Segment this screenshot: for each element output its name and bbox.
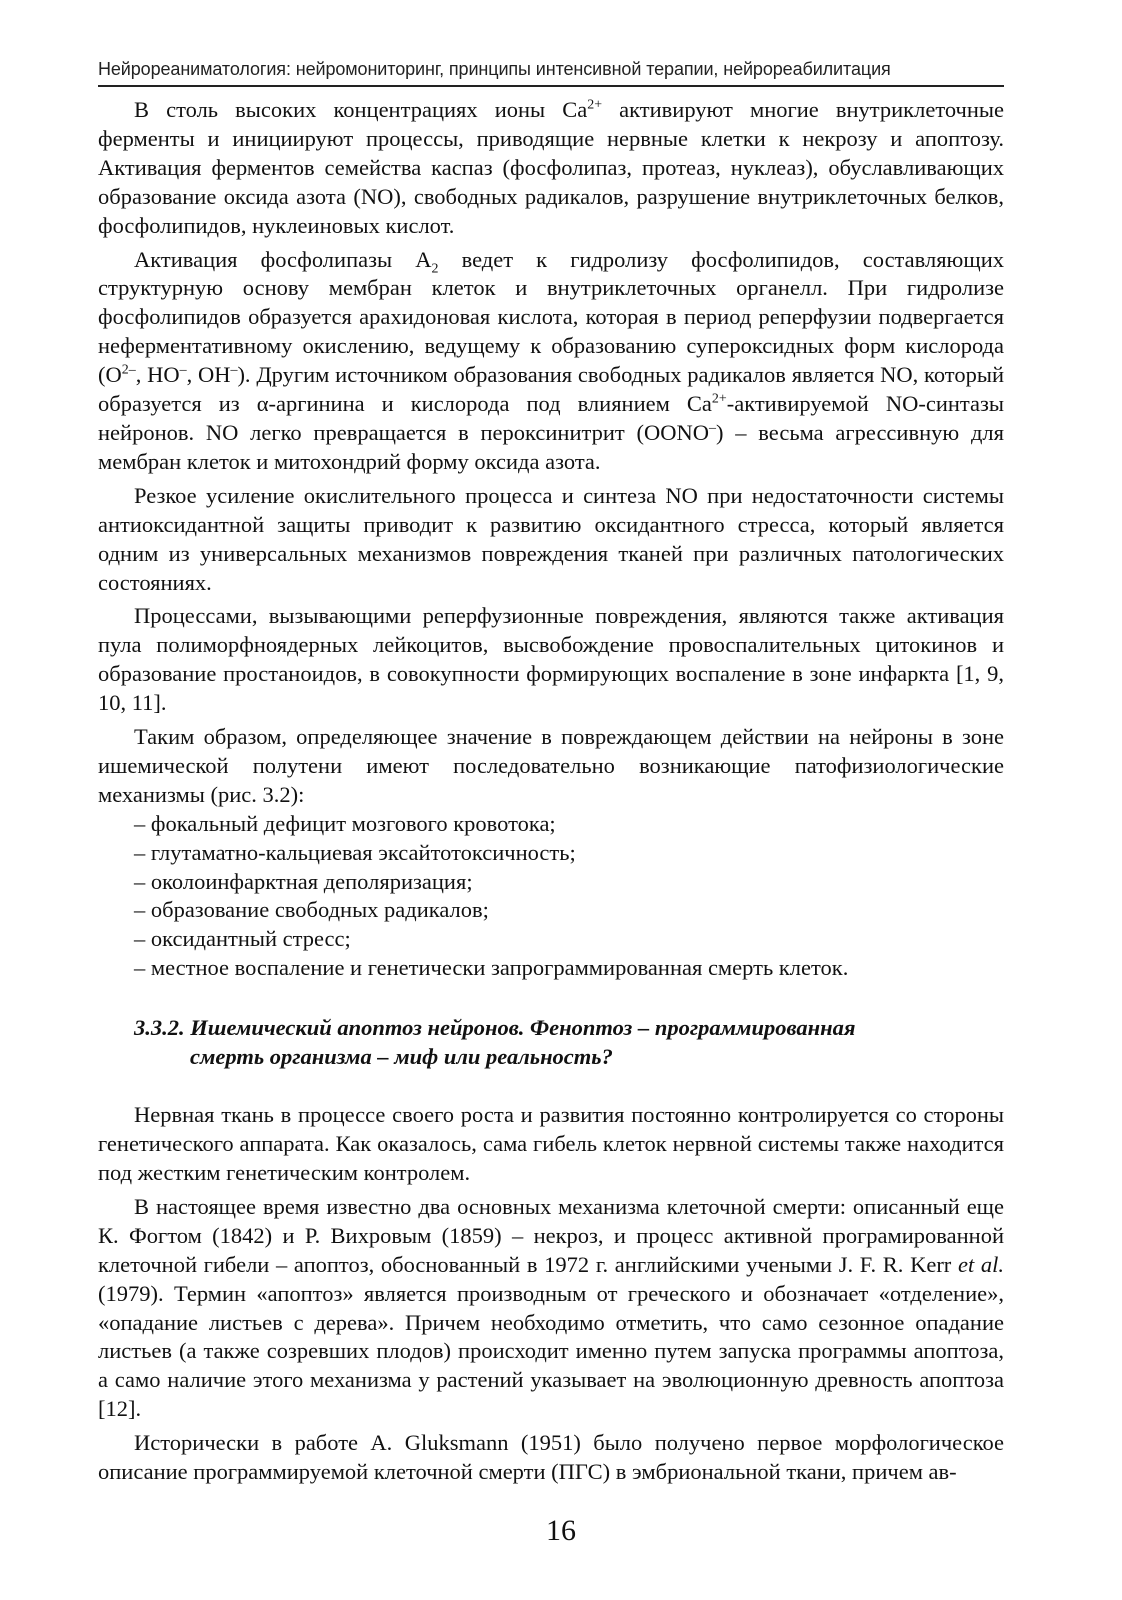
- paragraph-4: Процессами, вызывающими реперфузионные повреждения, являются также активация пула полиморфноядерных лейкоцитов, высвобождение провоспалительных цитокинов и образование простаноидов, в совокупности формирующих воспаление в зоне инфаркта [1, 9, 10, 11].: [98, 603, 1004, 716]
- superscript: –: [230, 362, 238, 378]
- superscript: –: [179, 362, 187, 378]
- paragraph-1: [98, 96, 1004, 241]
- list-item: – околоинфарктная деполяризация;: [134, 868, 473, 894]
- paragraph-5: Таким образом, определяющее значение в повреждающем действии на нейроны в зоне ишемической полутени имеют последовательно возникающие патофизиологические механизмы (рис. 3.2):: [98, 724, 1004, 807]
- text-run: -активируемой NO-синтазы нейронов. NO легко превращается в пероксинитрит (OONO: [98, 391, 1004, 445]
- text-run: , OH: [186, 362, 231, 388]
- paragraph-3: Резкое усиление окислительного процесса и синтеза NO при недостаточности системы антиоксидантной защиты приводит к развитию оксидантного стресса, который является одним из универсальных механизмов повреждения тканей при различных патологических состояниях.: [98, 482, 1004, 595]
- section-heading-line: 3.3.2. Ишемический апоптоз нейронов. Феноптоз – программированная: [134, 1015, 856, 1041]
- text-run: (1979). Термин «апоптоз» является производным от греческого и обозначает «отделение», «опадание листьев с дерева». Причем необходимо отметить, что само сезонное опадание листьев (а также созревших плодов) происходит именно путем запуска программы апоптоза, а само наличие этого механизма у растений указывает на эволюционную древность апоптоза [12].: [98, 1280, 1004, 1422]
- mechanisms-list: [98, 810, 1004, 983]
- body-text: [98, 96, 1004, 1492]
- text-run: В столь высоких концентрациях ионы Ca: [134, 97, 588, 122]
- superscript: 2–: [121, 362, 136, 378]
- italic-run: et al.: [957, 1251, 1004, 1277]
- text-run: ведет к гидролизу фосфолипидов, составляющих структурную основу мембран клеток и внутриклеточных органелл. При гидролизе фосфолипидов образуется арахидоновая кислота, которая в период реперфузии подвергается неферментативному окислению, ведущему к образованию супероксидных форм кислорода (O: [98, 246, 1004, 388]
- text-run: активируют многие внутриклеточные ферменты и инициируют процессы, приводящие нервные клетки к некрозу и апоптозу. Активация ферментов семейства каспаз (фосфолипаз, протеаз, нуклеаз), обуславливающих образование оксида азота (NO), свободных радикалов, разрушение внутриклеточных белков, фосфолипидов, нуклеиновых кислот.: [98, 97, 1004, 238]
- running-header: Нейрореаниматология: нейромониторинг, принципы интенсивной терапии, нейрореабилитация: [98, 59, 891, 79]
- text-run: В настоящее время известно два основных механизма клеточной смерти: описанный еще К. Фогтом (1842) и Р. Вихровым (1859) – некроз, и процесс активной програмированной клеточной гибели – апоптоз, обоснованный в 1972 г. английскими учеными J. F. R. Kerr: [98, 1193, 1004, 1277]
- list-item: – глутаматно-кальциевая эксайтотоксичность;: [134, 839, 576, 865]
- text-run: ) – весьма агрессивную для мембран клеток и митохондрий форму оксида азота.: [98, 419, 1004, 474]
- page-number: 16: [546, 1514, 576, 1547]
- text-run: Активация фосфолипазы A: [134, 246, 432, 272]
- superscript: 2+: [587, 97, 603, 113]
- paragraph-7: [98, 1193, 1004, 1424]
- text-run: , HO: [135, 362, 180, 388]
- list-item: – оксидантный стресс;: [134, 926, 351, 952]
- paragraph-2: [98, 246, 1004, 477]
- paragraph-8: Исторически в работе A. Gluksmann (1951) было получено первое морфологическое описание программируемой клеточной смерти (ПГС) в эмбриональной ткани, причем ав-: [98, 1430, 1004, 1485]
- paragraph-6: Нервная ткань в процессе своего роста и развития постоянно контролируется со стороны генетического аппарата. Как оказалось, сама гибель клеток нервной системы также находится под жестким генетическим контролем.: [98, 1102, 1004, 1185]
- superscript: –: [709, 420, 716, 436]
- subscript: 2: [431, 261, 439, 277]
- list-item: – образование свободных радикалов;: [134, 897, 489, 923]
- list-item: – местное воспаление и генетически запрограммированная смерть клеток.: [134, 955, 849, 981]
- text-run: ). Другим источником образования свободных радикалов является NO, который образуется из α-аргинина и кислорода под влиянием Ca: [98, 362, 1004, 417]
- header-rule: [98, 85, 1004, 87]
- list-item: – фокальный дефицит мозгового кровотока;: [134, 810, 556, 836]
- section-heading: [134, 1013, 1004, 1071]
- section-heading-line: смерть организма – миф или реальность?: [190, 1044, 613, 1070]
- superscript: 2+: [711, 391, 727, 407]
